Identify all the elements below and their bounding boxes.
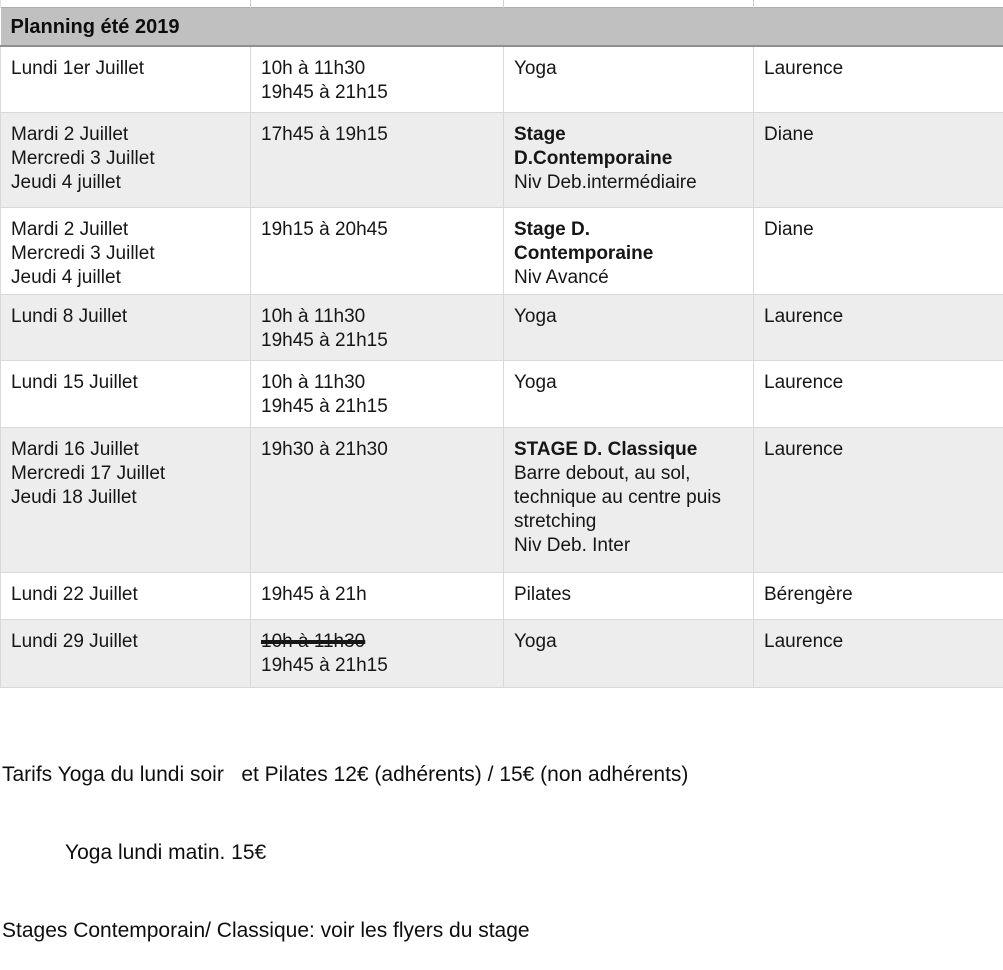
- activity-cell: [504, 208, 754, 295]
- activity-line: Yoga: [514, 305, 743, 329]
- teacher-cell: [754, 620, 1003, 688]
- activity-cell: [504, 295, 754, 361]
- date-line: Lundi 1er Juillet: [11, 57, 240, 81]
- tariff-notes: [0, 710, 1003, 970]
- activity-line: Pilates: [514, 583, 743, 607]
- top-strip-cell: [1, 0, 251, 8]
- date-cell: [1, 295, 251, 361]
- table-row: [1, 428, 1003, 573]
- activity-title-line: Contemporaine: [514, 242, 743, 266]
- time-line: 19h45 à 21h15: [261, 654, 493, 678]
- time-line: 19h45 à 21h: [261, 583, 493, 607]
- table-row: [1, 208, 1003, 295]
- time-cell: [251, 573, 504, 620]
- teacher-cell: [754, 113, 1003, 208]
- teacher-name: Laurence: [764, 57, 993, 81]
- teacher-cell: [754, 46, 1003, 113]
- teacher-cell: [754, 361, 1003, 428]
- table-row: [1, 620, 1003, 688]
- date-line: Lundi 29 Juillet: [11, 630, 240, 654]
- activity-line: Barre debout, au sol, technique au centre puis stretching: [514, 462, 743, 534]
- table-row: [1, 46, 1003, 113]
- table-header-row: [1, 8, 1003, 46]
- activity-title-line: Stage: [514, 123, 743, 147]
- date-cell: [1, 208, 251, 295]
- date-line: Lundi 8 Juillet: [11, 305, 240, 329]
- teacher-name: Laurence: [764, 305, 993, 329]
- activity-title-line: Stage D.: [514, 218, 743, 242]
- date-line: Lundi 22 Juillet: [11, 583, 240, 607]
- time-cell: [251, 361, 504, 428]
- time-cell: [251, 113, 504, 208]
- page-title: Planning été 2019: [1, 8, 1003, 46]
- activity-cell: [504, 46, 754, 113]
- teacher-name: Bérengère: [764, 583, 993, 607]
- time-line: 10h à 11h30: [261, 57, 493, 81]
- date-line: Mardi 2 Juillet: [11, 123, 240, 147]
- activity-line: Yoga: [514, 371, 743, 395]
- time-line: 19h30 à 21h30: [261, 438, 493, 462]
- teacher-name: Diane: [764, 123, 993, 147]
- time-line: 19h15 à 20h45: [261, 218, 493, 242]
- top-strip-cell: [251, 0, 504, 8]
- time-line: 10h à 11h30: [261, 305, 493, 329]
- activity-cell: [504, 620, 754, 688]
- tariff-note-line1: Tarifs Yoga du lundi soir et Pilates 12€ (adhérents) / 15€ (non adhérents): [2, 762, 1003, 788]
- activity-cell: [504, 573, 754, 620]
- time-cell: [251, 46, 504, 113]
- table-top-strip: [1, 0, 1003, 8]
- table-row: [1, 361, 1003, 428]
- activity-cell: [504, 428, 754, 573]
- time-line: 10h à 11h30: [261, 371, 493, 395]
- teacher-cell: [754, 428, 1003, 573]
- activity-line: Yoga: [514, 57, 743, 81]
- teacher-name: Diane: [764, 218, 993, 242]
- teacher-cell: [754, 208, 1003, 295]
- teacher-name: Laurence: [764, 438, 993, 462]
- table-row: [1, 573, 1003, 620]
- date-line: Jeudi 18 Juillet: [11, 486, 240, 510]
- time-cell: [251, 428, 504, 573]
- activity-line: Niv Deb. Inter: [514, 534, 743, 558]
- date-line: Mercredi 3 Juillet: [11, 147, 240, 171]
- activity-line: Niv Deb.intermédiaire: [514, 171, 743, 195]
- time-line: 19h45 à 21h15: [261, 81, 493, 105]
- date-line: Mercredi 17 Juillet: [11, 462, 240, 486]
- time-cell: [251, 620, 504, 688]
- time-line: 19h45 à 21h15: [261, 329, 493, 353]
- time-line: 17h45 à 19h15: [261, 123, 493, 147]
- table-row: [1, 295, 1003, 361]
- time-cell: [251, 295, 504, 361]
- activity-cell: [504, 361, 754, 428]
- date-line: Mardi 2 Juillet: [11, 218, 240, 242]
- time-line: 19h45 à 21h15: [261, 395, 493, 419]
- activity-cell: [504, 113, 754, 208]
- time-line-struck: 10h à 11h30: [261, 630, 493, 654]
- teacher-cell: [754, 295, 1003, 361]
- activity-line: Niv Avancé: [514, 266, 743, 290]
- date-line: Mercredi 3 Juillet: [11, 242, 240, 266]
- date-cell: [1, 620, 251, 688]
- activity-title-line: STAGE D. Classique: [514, 438, 743, 462]
- date-cell: [1, 46, 251, 113]
- top-strip-cell: [504, 0, 754, 8]
- date-cell: [1, 361, 251, 428]
- date-line: Jeudi 4 juillet: [11, 266, 240, 290]
- teacher-name: Laurence: [764, 371, 993, 395]
- date-cell: [1, 428, 251, 573]
- date-line: Lundi 15 Juillet: [11, 371, 240, 395]
- date-cell: [1, 113, 251, 208]
- teacher-cell: [754, 573, 1003, 620]
- date-cell: [1, 573, 251, 620]
- top-strip-cell: [754, 0, 1003, 8]
- teacher-name: Laurence: [764, 630, 993, 654]
- time-cell: [251, 208, 504, 295]
- tariff-note-line2: Yoga lundi matin. 15€: [2, 840, 1003, 866]
- table-row: [1, 113, 1003, 208]
- date-line: Jeudi 4 juillet: [11, 171, 240, 195]
- activity-line: Yoga: [514, 630, 743, 654]
- activity-title-line: D.Contemporaine: [514, 147, 743, 171]
- date-line: Mardi 16 Juillet: [11, 438, 240, 462]
- tariff-note-line3: Stages Contemporain/ Classique: voir les flyers du stage: [2, 918, 1003, 944]
